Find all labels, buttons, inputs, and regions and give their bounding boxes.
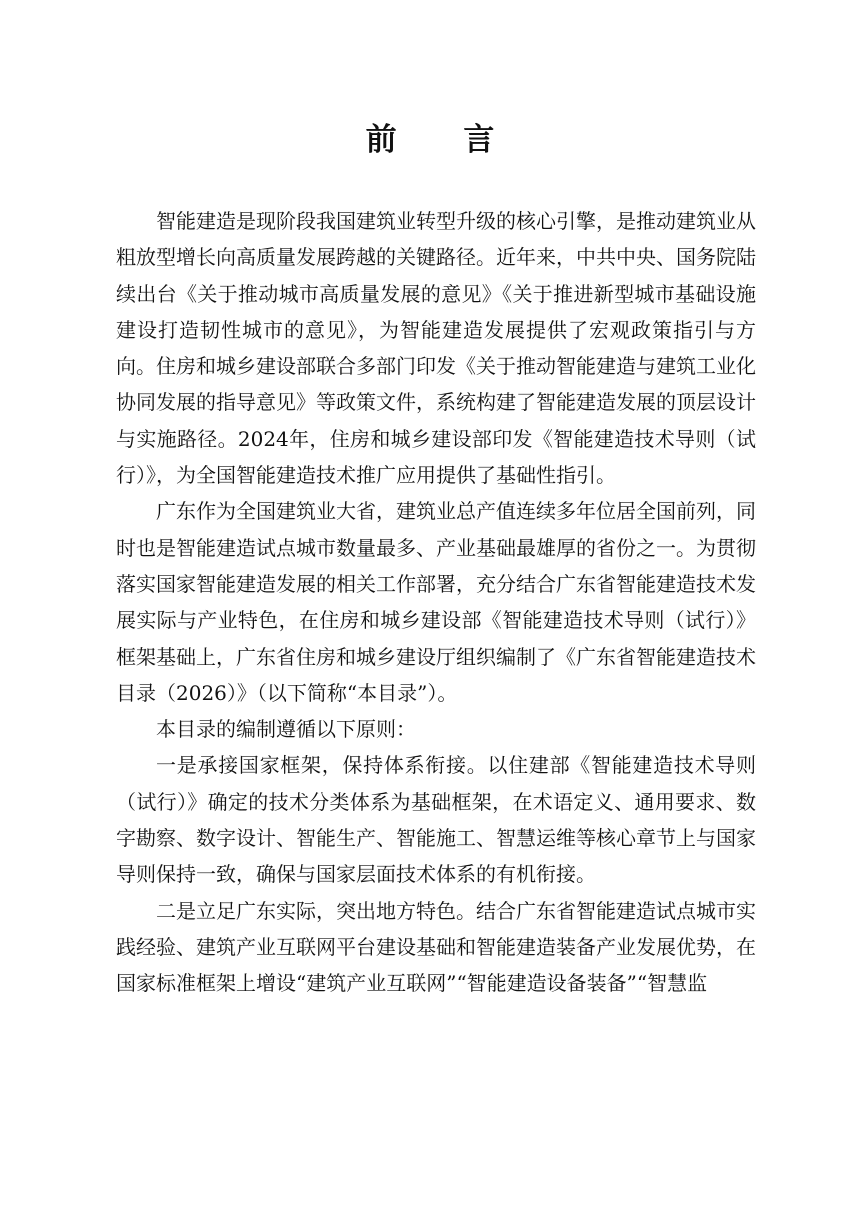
page-title: 前 言 [365, 122, 523, 158]
paragraph-intro: 智能建造是现阶段我国建筑业转型升级的核心引擎，是推动建筑业从粗放型增长向高质量发展跨越的关键路径。近年来，中共中央、国务院陆续出台《关于推动城市高质量发展的意见》《关于推进新型城市基础设施建设打造韧性城市的意见》，为智能建造发展提供了宏观政策指引与方向。住房和城乡建设部联合多部门印发《关于推动智能建造与建筑工业化协同发展的指导意见》等政策文件，系统构建了智能建造发展的顶层设计与实施路径。2024年，住房和城乡建设部印发《智能建造技术导则（试行）》，为全国智能建造技术推广应用提供了基础性指引。 [116, 209, 756, 488]
paragraph-principle-two: 二是立足广东实际，突出地方特色。结合广东省智能建造试点城市实践经验、建筑产业互联网平台建设基础和智能建造装备产业发展优势，在国家标准框架上增设“建筑产业互联网”“智能建造设备装备”“智慧监 [116, 898, 756, 996]
paragraph-principle-one: 一是承接国家框架，保持体系衔接。以住建部《智能建造技术导则（试行）》确定的技术分类体系为基础框架，在术语定义、通用要求、数字勘察、数字设计、智能生产、智能施工、智慧运维等核心章节上与国家导则保持一致，确保与国家层面技术体系的有机衔接。 [116, 753, 756, 887]
paragraph-guangdong: 广东作为全国建筑业大省，建筑业总产值连续多年位居全国前列，同时也是智能建造试点城市数量最多、产业基础最雄厚的省份之一。为贯彻落实国家智能建造发展的相关工作部署，充分结合广东省智能建造技术发展实际与产业特色，在住房和城乡建设部《智能建造技术导则（试行）》框架基础上，广东省住房和城乡建设厅组织编制了《广东省智能建造技术目录（2026）》（以下简称“本目录”）。 [116, 499, 756, 705]
document-body [116, 203, 756, 1002]
paragraph-principles-lead: 本目录的编制遵循以下原则： [156, 717, 416, 742]
